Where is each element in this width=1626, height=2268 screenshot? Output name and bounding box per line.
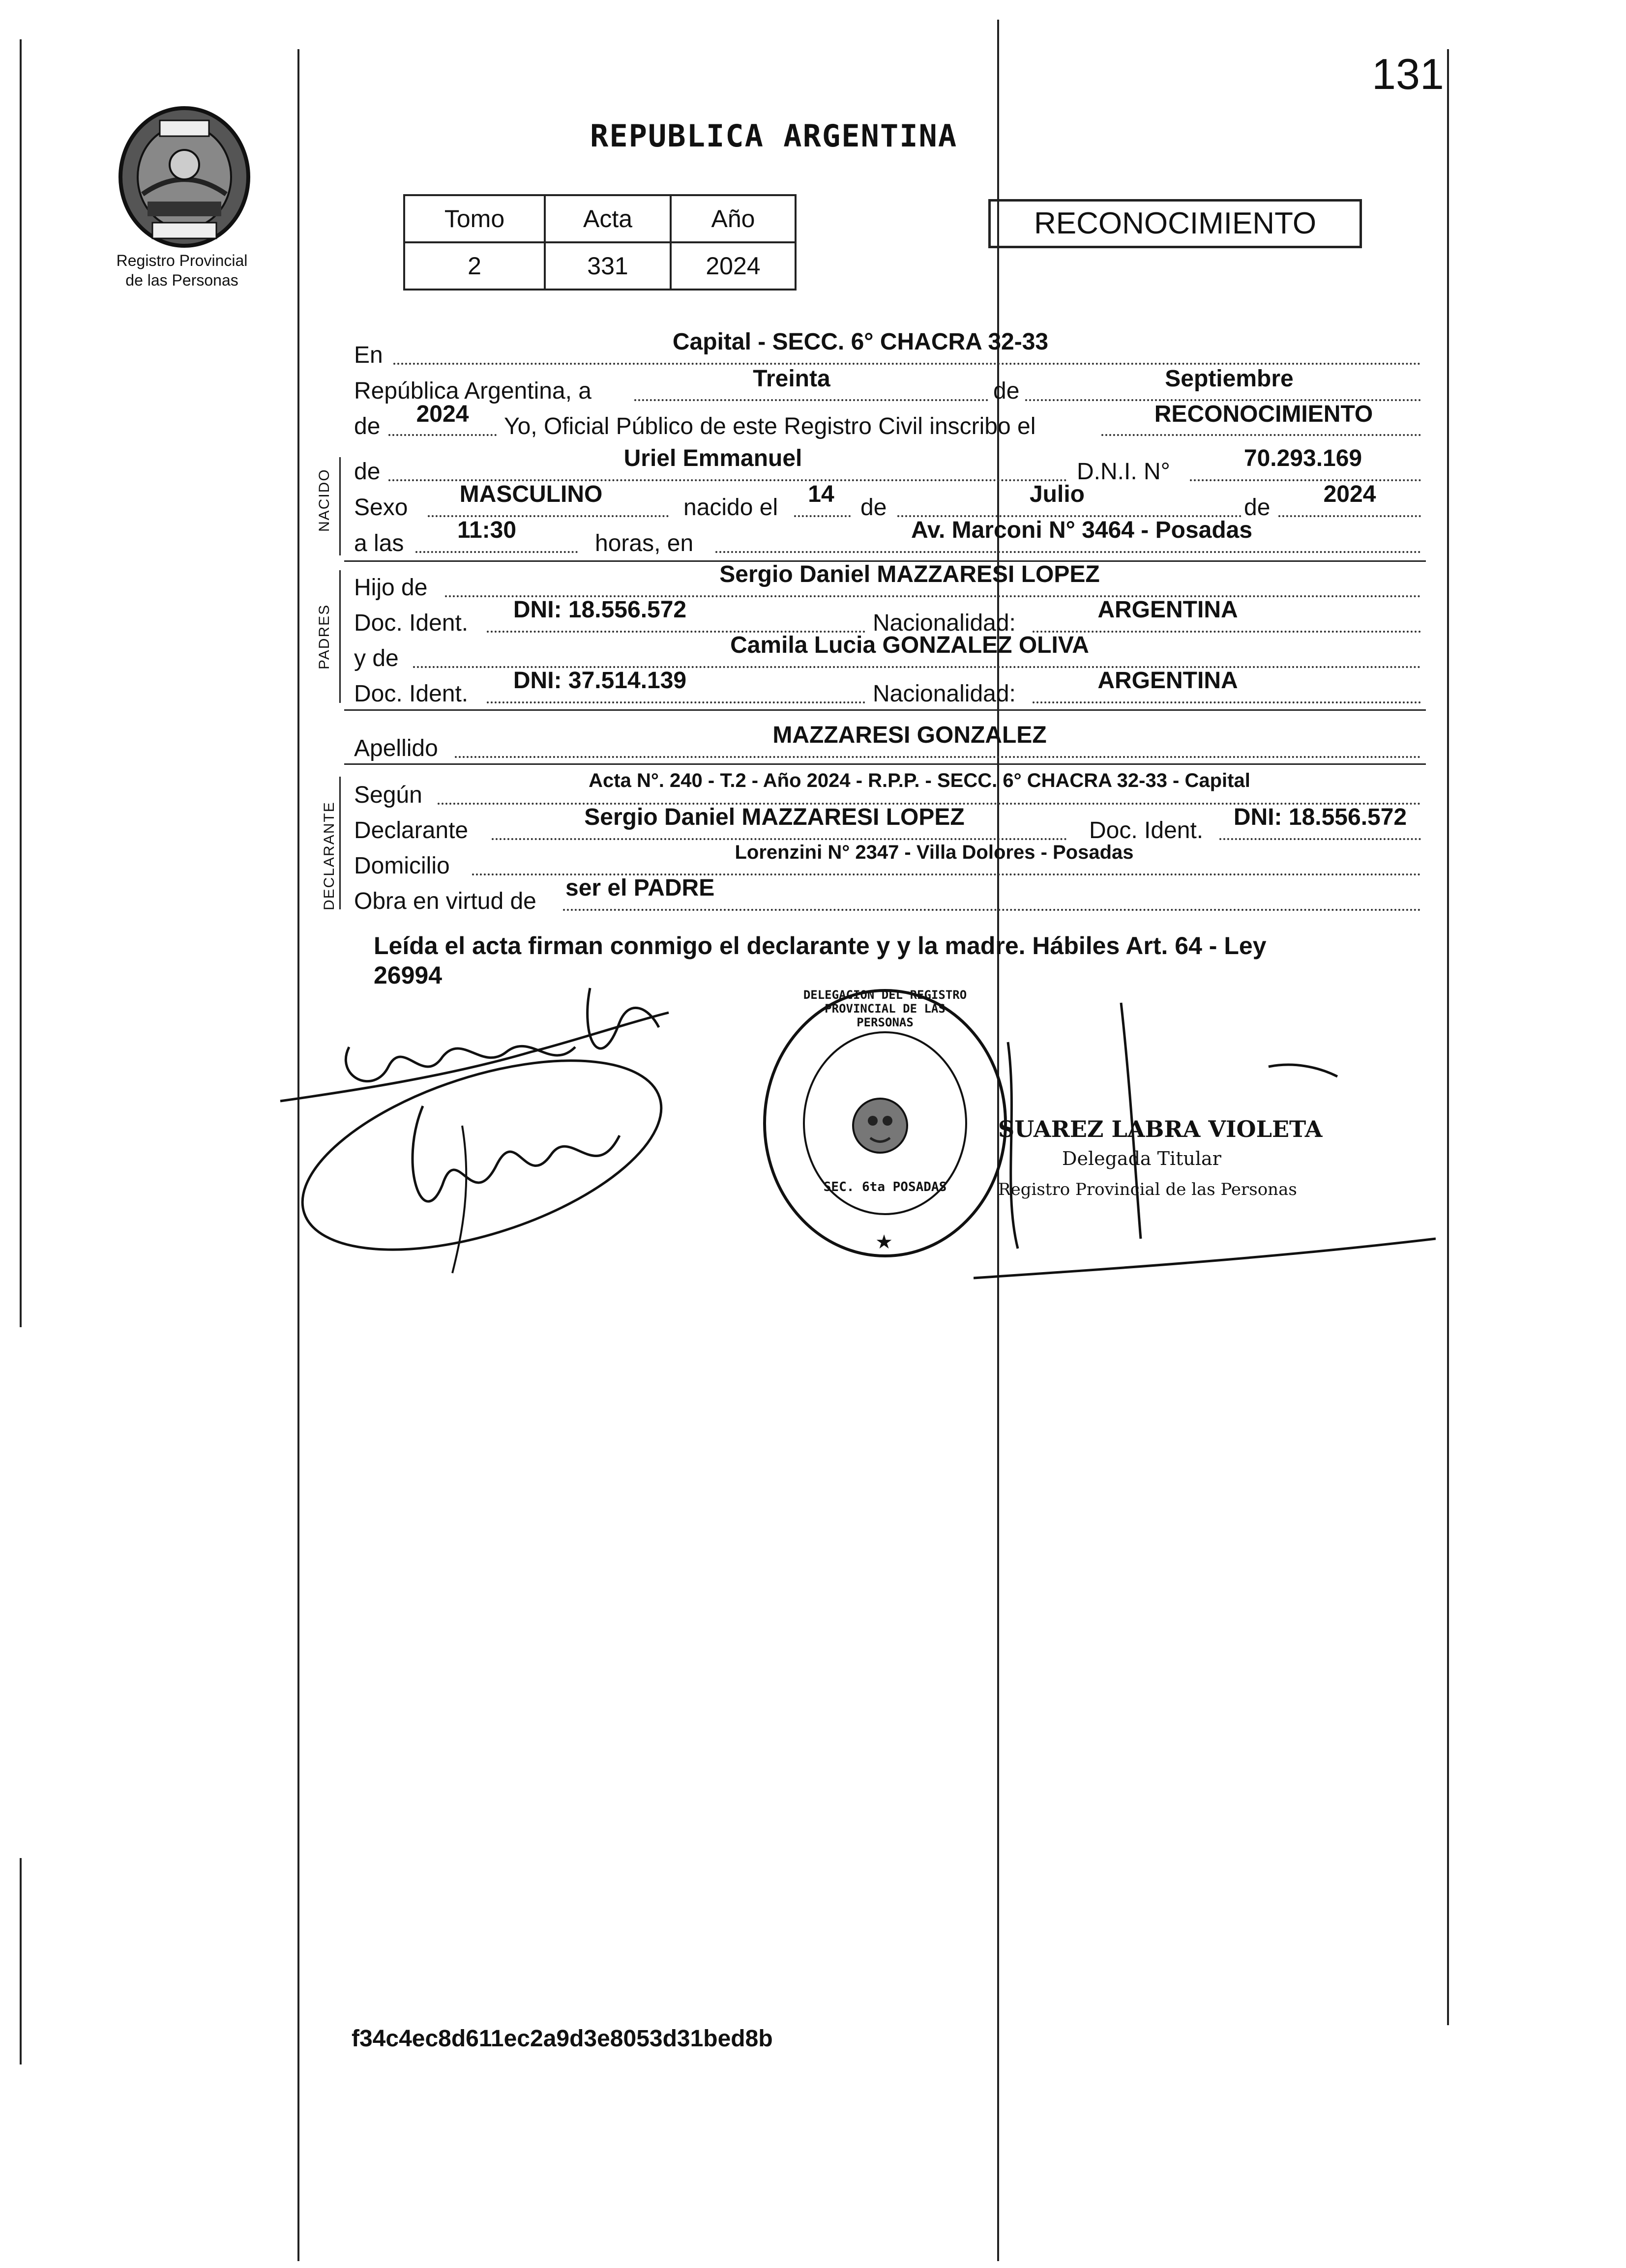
value-nac-mes: Julio <box>1029 481 1085 507</box>
value-domicilio: Lorenzini N° 2347 - Villa Dolores - Posadas <box>735 842 1134 863</box>
header-acta: Acta <box>545 195 671 242</box>
value-hora: 11:30 <box>457 517 517 543</box>
value-padre-nacionalidad: ARGENTINA <box>1097 597 1238 623</box>
value-mes: Septiembre <box>1165 366 1294 392</box>
label-domicilio: Domicilio <box>354 853 450 879</box>
section-label-nacido: NACIDO <box>316 468 332 532</box>
value-tomo: 2 <box>404 242 545 290</box>
label-y-de: y de <box>354 645 399 671</box>
value-declarante-doc: DNI: 18.556.572 <box>1233 804 1407 830</box>
value-madre-nacionalidad: ARGENTINA <box>1097 668 1238 694</box>
value-madre: Camila Lucia GONZALEZ OLIVA <box>730 632 1089 658</box>
label-de-mes: de <box>993 378 1020 404</box>
value-lugar-nacimiento: Av. Marconi N° 3464 - Posadas <box>911 517 1253 543</box>
label-segun: Según <box>354 782 422 808</box>
label-nacionalidad-madre: Nacionalidad: <box>873 681 1016 707</box>
left-margin-line-lower <box>20 1858 22 2064</box>
record-table <box>403 194 797 291</box>
label-en: En <box>354 342 383 368</box>
dots-obra <box>563 909 1421 911</box>
dots-apellido <box>455 756 1421 758</box>
oficial-text: Yo, Oficial Público de este Registro Civil inscribo el <box>504 413 1036 439</box>
value-dni-inscripto: 70.293.169 <box>1243 445 1362 471</box>
document-hash: f34c4ec8d611ec2a9d3e8053d31bed8b <box>352 2026 773 2052</box>
svg-text:★: ★ <box>875 1231 893 1253</box>
label-hijo-de: Hijo de <box>354 575 428 601</box>
label-de-anio: de <box>354 413 381 439</box>
closing-text-line1: Leída el acta firman conmigo el declarante y y la madre. Hábiles Art. 64 - Ley <box>374 932 1267 960</box>
official-office: Registro Provincial de las Personas <box>998 1180 1297 1199</box>
section-label-padres: PADRES <box>316 604 332 669</box>
label-doc-ident-declarante: Doc. Ident. <box>1089 817 1204 843</box>
section-separator-3 <box>344 763 1426 765</box>
provincial-seal-logo <box>113 106 256 248</box>
label-nacido-el: nacido el <box>683 494 778 521</box>
value-sexo: MASCULINO <box>459 481 603 507</box>
label-republica: República Argentina, a <box>354 378 591 404</box>
logo-caption-line2: de las Personas <box>125 271 238 289</box>
official-title: Delegada Titular <box>1062 1148 1221 1169</box>
dots-lugar-nac <box>715 551 1421 553</box>
value-obra: ser el PADRE <box>565 875 715 901</box>
value-anio-inscripcion: 2024 <box>416 401 469 427</box>
label-declarante: Declarante <box>354 817 469 843</box>
value-lugar-inscripcion: Capital - SECC. 6° CHACRA 32-33 <box>672 329 1049 355</box>
section-separator-2 <box>344 709 1426 711</box>
label-doc-ident-padre: Doc. Ident. <box>354 610 469 636</box>
label-doc-ident-madre: Doc. Ident. <box>354 681 469 707</box>
dots-acto <box>1101 434 1421 436</box>
dots-madre-nac <box>1033 701 1421 703</box>
label-obra: Obra en virtud de <box>354 888 536 914</box>
value-nac-anio: 2024 <box>1323 481 1376 507</box>
value-padre-doc: DNI: 18.556.572 <box>513 597 687 623</box>
label-sexo: Sexo <box>354 494 408 521</box>
value-segun: Acta N°. 240 - T.2 - Año 2024 - R.P.P. - SECC. 6° CHACRA 32-33 - Capital <box>589 770 1250 791</box>
label-apellido: Apellido <box>354 735 438 761</box>
header-tomo: Tomo <box>404 195 545 242</box>
dots-dia <box>634 399 988 401</box>
value-acto: RECONOCIMIENTO <box>1154 401 1373 427</box>
form-right-border <box>1447 49 1449 2025</box>
record-table-header-row <box>404 195 796 242</box>
value-acta: 331 <box>545 242 671 290</box>
label-dni: D.N.I. N° <box>1077 459 1170 485</box>
value-madre-doc: DNI: 37.514.139 <box>513 668 687 694</box>
section-label-declarante: DECLARANTE <box>321 801 337 910</box>
label-de-nombre: de <box>354 459 381 485</box>
left-margin-line <box>20 39 22 1327</box>
dots-madre-doc <box>487 701 865 703</box>
header-anio: Año <box>671 195 796 242</box>
label-nacionalidad-padre: Nacionalidad: <box>873 610 1016 636</box>
declarant-signatures <box>275 978 718 1283</box>
dots-hora <box>415 551 578 553</box>
label-horas-en: horas, en <box>595 530 694 556</box>
value-padre: Sergio Daniel MAZZARESI LOPEZ <box>719 561 1100 587</box>
official-name: SUAREZ LABRA VIOLETA <box>998 1116 1323 1142</box>
label-a-las: a las <box>354 530 404 556</box>
nacido-bracket <box>339 457 341 555</box>
value-dia: Treinta <box>753 366 830 392</box>
logo-caption-line1: Registro Provincial <box>116 252 248 269</box>
value-declarante: Sergio Daniel MAZZARESI LOPEZ <box>584 804 965 830</box>
declarante-bracket <box>339 777 341 909</box>
padres-bracket <box>339 570 341 703</box>
stamp-outer-text: DELEGACION DEL REGISTRO PROVINCIAL DE LAS PERSONAS <box>803 988 967 1029</box>
dots-anio <box>388 434 497 436</box>
value-apellido: MAZZARESI GONZALEZ <box>772 722 1047 748</box>
closing-text-line2: 26994 <box>374 961 443 989</box>
dots-declarante-doc <box>1219 838 1421 840</box>
label-de-nac-anio: de <box>1244 494 1271 521</box>
page-title: REPUBLICA ARGENTINA <box>590 118 958 154</box>
record-table-value-row <box>404 242 796 290</box>
record-type-box: RECONOCIMIENTO <box>988 199 1362 248</box>
dots-en <box>393 363 1421 365</box>
label-de-nac-mes: de <box>860 494 887 521</box>
stamp-inner-text: SEC. 6ta POSADAS <box>823 1180 947 1194</box>
dots-declarante <box>492 838 1067 840</box>
value-nombre-inscripto: Uriel Emmanuel <box>623 445 802 471</box>
page-number: 131 <box>1372 50 1444 98</box>
value-nac-dia: 14 <box>808 481 834 507</box>
value-anio: 2024 <box>671 242 796 290</box>
